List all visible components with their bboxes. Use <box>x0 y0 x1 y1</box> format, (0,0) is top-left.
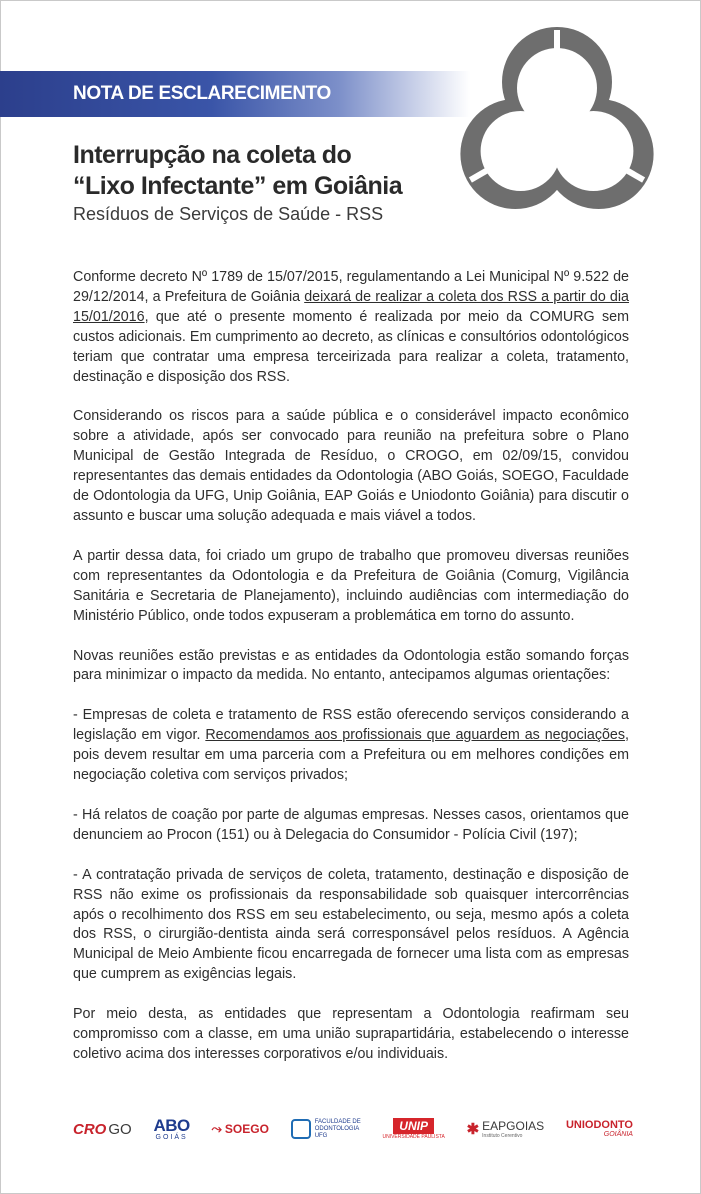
article-body <box>73 268 629 1085</box>
title-line-1: Interrupção na coleta do <box>73 141 352 169</box>
paragraph-6: - Há relatos de coação por parte de algumas empresas. Nesses casos, orientamos que denunciem ao Procon (151) ou à Delegacia do Consumidor - Polícia Civil (197); <box>73 806 629 843</box>
logo-uniodonto-sub: GOIÂNIA <box>603 1131 633 1139</box>
logo-unip-text: UNIP <box>393 1118 434 1134</box>
logo-abo-goias <box>153 1117 189 1141</box>
banner-title: NOTA DE ESCLARECIMENTO <box>73 83 331 104</box>
logo-eap-text: EAPGOIAS <box>482 1119 545 1133</box>
page-title <box>73 140 433 202</box>
logo-abo-text: ABO <box>153 1116 190 1135</box>
sponsor-logos <box>73 1113 633 1145</box>
p5-text-b: , pois devem resultar em uma parceria com a Prefeitura ou em melhores condições em negociação coletiva com serviços privados; <box>73 727 630 784</box>
p5-text-a: - Empresas de coleta e tratamento de RSS estão oferecendo serviços considerando a legislação em vigor. <box>73 707 629 744</box>
paragraph-7: - A contratação privada de serviços de coleta, tratamento, destinação e disposição de RSS não exime os profissionais da responsabilidade sob quaisquer intercorrências após o recolhimento dos RSS em seu estabelecimento, ou seja, mesmo após a coleta dos RSS, o cirurgião-dentista ainda será corresponsável pelos resíduos. A Agência Municipal de Meio Ambiente ficou encarregada de fornecer uma lista com as empresas que cumprem as exigências legais. <box>73 866 629 983</box>
logo-fo-line-2: ODONTOLOGIA <box>314 1125 360 1132</box>
p5-underlined: Recomendamos aos profissionais que aguardem as negociações <box>205 727 626 744</box>
paragraph-2: Considerando os riscos para a saúde pública e o considerável impacto econômico sobre a atividade, após ser convocado para reunião na prefeitura sobre o Plano Municipal de Gestão Integrada de Resíduo, o CROGO, em 02/09/15, convidou representantes das demais entidades da Odontologia (ABO Goiás, SOEGO, Faculdade de Odontologia da UFG, Unip Goiânia, EAP Goiás e Uniodonto Goiânia) para discutir o assunto e buscar uma solução adequada e mais viável a todos. <box>73 408 629 524</box>
title-line-2: “Lixo Infectante” em Goiânia <box>73 172 403 200</box>
paragraph-4: Novas reuniões estão previstas e as entidades da Odontologia estão somando forças para minimizar o impacto da medida. No entanto, antecipamos algumas orientações: <box>73 647 629 684</box>
logo-fo-ufg <box>291 1119 361 1140</box>
paragraph-5 <box>73 706 629 786</box>
paragraph-8: Por meio desta, as entidades que representam a Odontologia reafirmam seu compromisso com a classe, em uma união suprapartidária, estabelecendo o interesse coletivo acima dos interesses corporativos e/ou individuais. <box>73 1006 629 1062</box>
logo-fo-line-1: FACULDADE DE <box>314 1118 361 1125</box>
logo-soego-text: SOEGO <box>224 1122 269 1136</box>
p1-text-b: , que até o presente momento é realizada por meio da COMURG sem custos adicionais. Em cumprimento ao decreto, as clínicas e consultórios odontológicos teriam que contratar uma empresa terceirizada para realizar a coleta, tratamento, destinação e disposição dos RSS. <box>73 308 629 385</box>
logo-eap-sub: Instituto Cerentivo <box>482 1133 523 1139</box>
logo-fo-line-3: UFG <box>314 1132 328 1139</box>
biohazard-icon <box>446 20 668 234</box>
logo-unip <box>382 1118 444 1140</box>
eap-mark-icon: ✱ <box>466 1121 480 1138</box>
logo-cro-text: CRO <box>73 1120 107 1138</box>
page-subtitle: Resíduos de Serviços de Saúde - RSS <box>73 204 384 224</box>
paragraph-3: A partir dessa data, foi criado um grupo de trabalho que promoveu diversas reuniões com representantes da Odontologia e da Prefeitura de Goiânia (Comurg, Vigilância Sanitária e Secretaria de Planejamento), incluindo audiências com intermediação do Ministério Público, onde todos expuseram a problemática em torno do assunto. <box>73 547 629 624</box>
logo-cro-go <box>73 1121 132 1138</box>
logo-eap-goias <box>467 1119 545 1139</box>
logo-uniodonto-text: UNIODONTO <box>565 1119 633 1132</box>
p1-underlined: deixará de realizar a coleta dos RSS a partir do dia 15/01/2016 <box>73 288 629 325</box>
paragraph-1 <box>73 268 629 387</box>
logo-cro-go-text: GO <box>108 1120 132 1138</box>
logo-abo-sub: GOIÁS <box>155 1134 188 1141</box>
soego-mark-icon: ⤳ <box>211 1121 222 1136</box>
logo-unip-sub: UNIVERSIDADE PAULISTA <box>382 1134 445 1140</box>
fo-ufg-emblem-icon <box>291 1119 311 1139</box>
p1-text-a: Conforme decreto Nº 1789 de 15/07/2015, regulamentando a Lei Municipal Nº 9.522 de 29/12/2014, a Prefeitura de Goiânia <box>73 269 629 305</box>
logo-soego <box>212 1121 269 1137</box>
logo-uniodonto <box>566 1119 633 1139</box>
